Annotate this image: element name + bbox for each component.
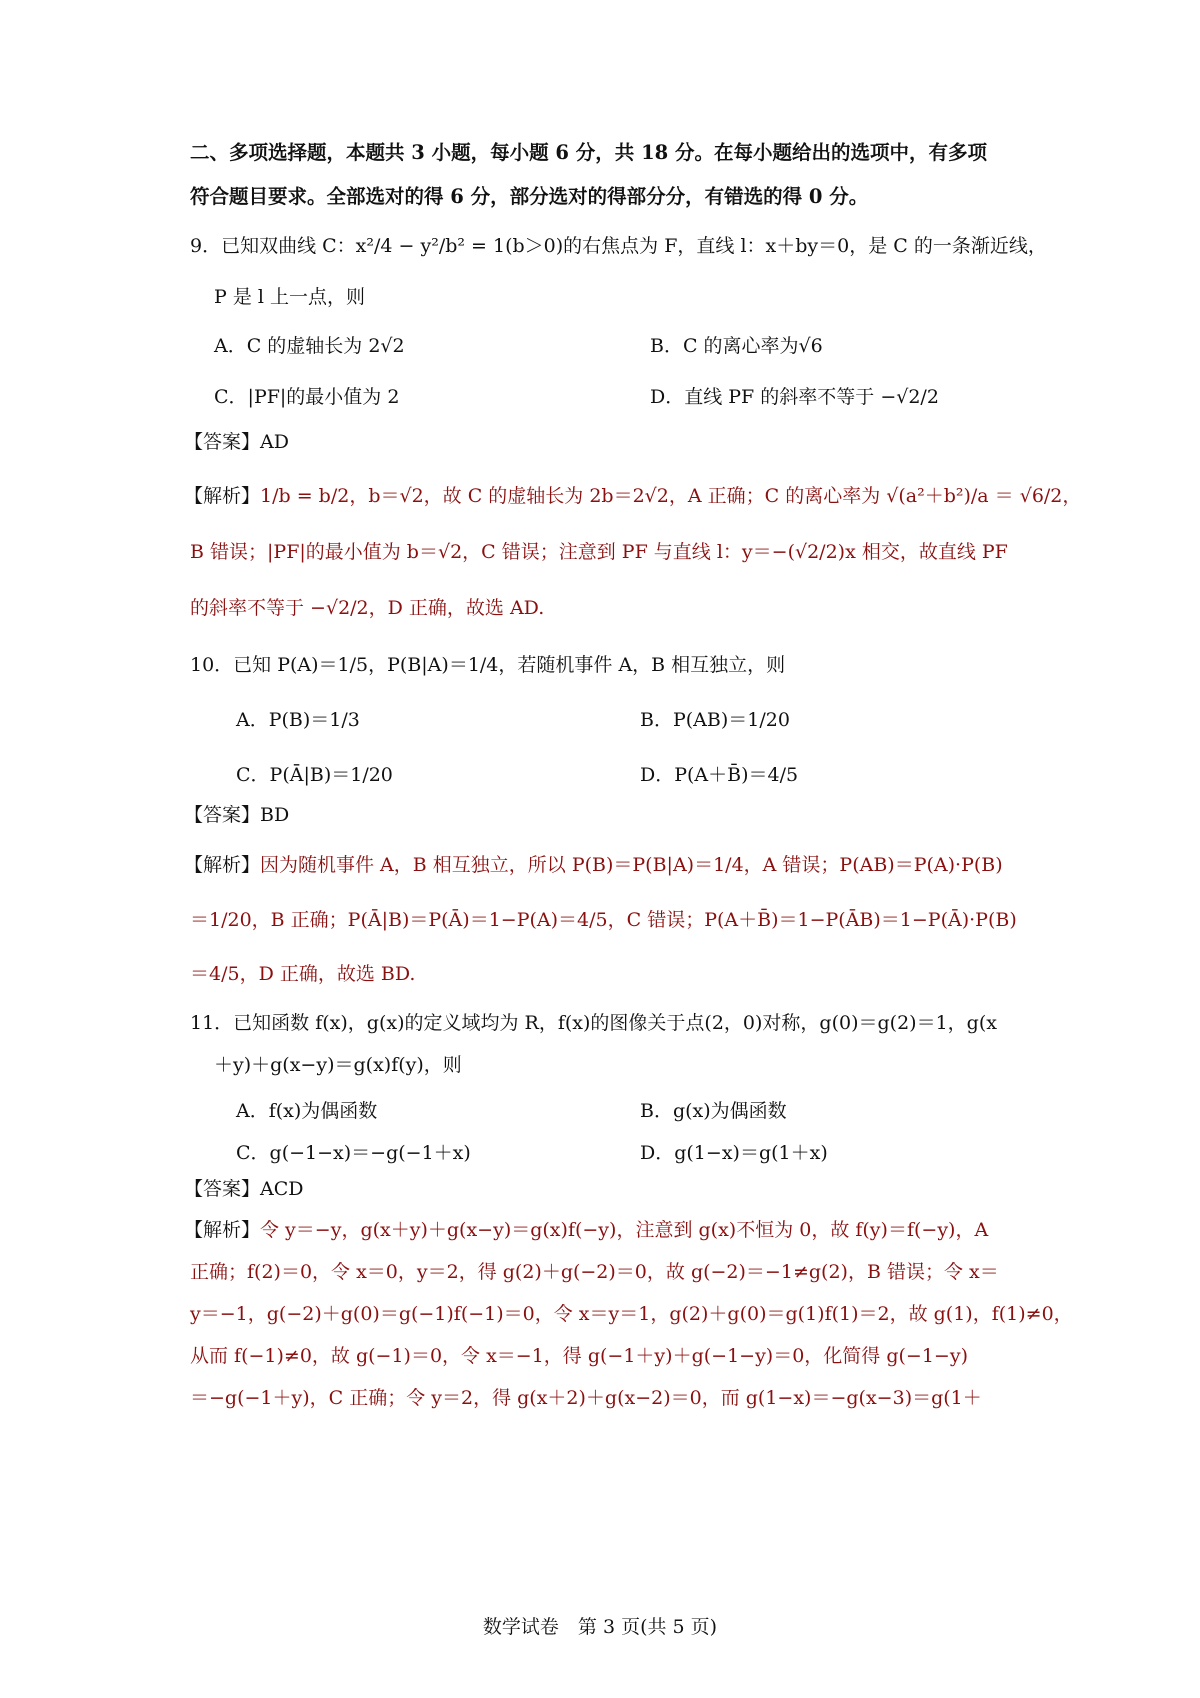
analysis-line: 正确；f(2)＝0，令 x＝0，y＝2，得 g(2)＋g(−2)＝0，故 g(−2)＝−1≠g(2)，B 错误；令 x＝ [190, 1261, 999, 1283]
answer-value: BD [260, 804, 290, 826]
analysis-line [184, 486, 1081, 507]
analysis-line: ＝4/5，D 正确，故选 BD. [190, 963, 416, 985]
analysis-tag: 【解析】 [184, 854, 261, 876]
question-stem-line: P 是 l 上一点，则 [214, 286, 365, 308]
analysis-line: y＝−1，g(−2)＋g(0)＝g(−1)f(−1)＝0，令 x＝y＝1，g(2)＋g(0)＝g(1)f(1)＝2，故 g(1)，f(1)≠0， [190, 1303, 1073, 1325]
answer-tag: 【答案】 [184, 1178, 261, 1200]
option-d: D．g(1−x)＝g(1＋x) [640, 1142, 828, 1164]
section-header-line-2: 符合题目要求。全部选对的得 6 分，部分选对的得部分分，有错选的得 0 分。 [190, 185, 869, 208]
option-c: C．g(−1−x)＝−g(−1＋x) [236, 1142, 471, 1164]
section-header-line-1: 二、多项选择题，本题共 3 小题，每小题 6 分，共 18 分。在每小题给出的选项中，有多项 [190, 141, 988, 164]
answer-value: AD [260, 431, 289, 453]
analysis-line: 从而 f(−1)≠0，故 g(−1)＝0，令 x＝−1，得 g(−1＋y)＋g(−1−y)＝0，化简得 g(−1−y) [190, 1345, 968, 1367]
question-stem-line: ＋y)＋g(x−y)＝g(x)f(y)，则 [214, 1054, 462, 1076]
analysis-line [184, 1220, 988, 1241]
option-a: A．C 的虚轴长为 2√2 [214, 335, 405, 357]
analysis-text: 令 y＝−y，g(x＋y)＋g(x−y)＝g(x)f(−y)，注意到 g(x)不恒为 0，故 f(y)＝f(−y)，A [260, 1219, 989, 1241]
option-d: D．P(A＋B̄)＝4/5 [640, 764, 799, 786]
page-footer: 数学试卷 第 3 页(共 5 页) [482, 1616, 718, 1638]
answer-tag: 【答案】 [184, 431, 261, 453]
option-a: A．P(B)＝1/3 [236, 709, 360, 731]
analysis-tag: 【解析】 [184, 1219, 261, 1241]
question-stem-line: 10．已知 P(A)＝1/5，P(B|A)＝1/4，若随机事件 A，B 相互独立，则 [190, 654, 786, 676]
analysis-tag: 【解析】 [184, 485, 261, 507]
question-stem-line: 11．已知函数 f(x)，g(x)的定义域均为 R，f(x)的图像关于点(2，0)对称，g(0)＝g(2)＝1，g(x [190, 1012, 997, 1034]
option-a: A．f(x)为偶函数 [236, 1100, 378, 1122]
answer-line [184, 805, 289, 826]
answer-line [184, 1179, 304, 1200]
option-c: C．P(Ā|B)＝1/20 [236, 764, 393, 786]
question-stem-line: 9．已知双曲线 C：x²/4 − y²/b² = 1(b＞0)的右焦点为 F，直线 l：x＋by＝0，是 C 的一条渐近线， [190, 235, 1047, 257]
answer-line [184, 432, 289, 453]
analysis-text: 1/b = b/2，b＝√2，故 C 的虚轴长为 2b＝2√2，A 正确；C 的离心率为 √(a²＋b²)/a ＝ √6/2， [260, 485, 1082, 507]
analysis-text: 因为随机事件 A，B 相互独立，所以 P(B)＝P(B|A)＝1/4，A 错误；P(AB)＝P(A)·P(B) [260, 854, 1003, 876]
answer-value: ACD [260, 1178, 304, 1200]
answer-tag: 【答案】 [184, 804, 261, 826]
option-b: B．g(x)为偶函数 [640, 1100, 787, 1122]
analysis-line: ＝−g(−1＋y)，C 正确；令 y＝2，得 g(x＋2)＋g(x−2)＝0，而 g(1−x)＝−g(x−3)＝g(1＋ [190, 1387, 982, 1409]
option-b: B．P(AB)＝1/20 [640, 709, 790, 731]
option-b: B．C 的离心率为√6 [650, 335, 823, 357]
analysis-line: ＝1/20，B 正确；P(Ā|B)＝P(Ā)＝1−P(A)＝4/5，C 错误；P(A＋B̄)＝1−P(ĀB)＝1−P(Ā)·P(B) [190, 909, 1017, 931]
analysis-line: 的斜率不等于 −√2/2，D 正确，故选 AD. [190, 597, 545, 619]
option-c: C．|PF|的最小值为 2 [214, 386, 400, 408]
analysis-line [184, 855, 1003, 876]
option-d: D．直线 PF 的斜率不等于 −√2/2 [650, 386, 939, 408]
analysis-line: B 错误；|PF|的最小值为 b＝√2，C 错误；注意到 PF 与直线 l：y＝−(√2/2)x 相交，故直线 PF [190, 541, 1008, 563]
